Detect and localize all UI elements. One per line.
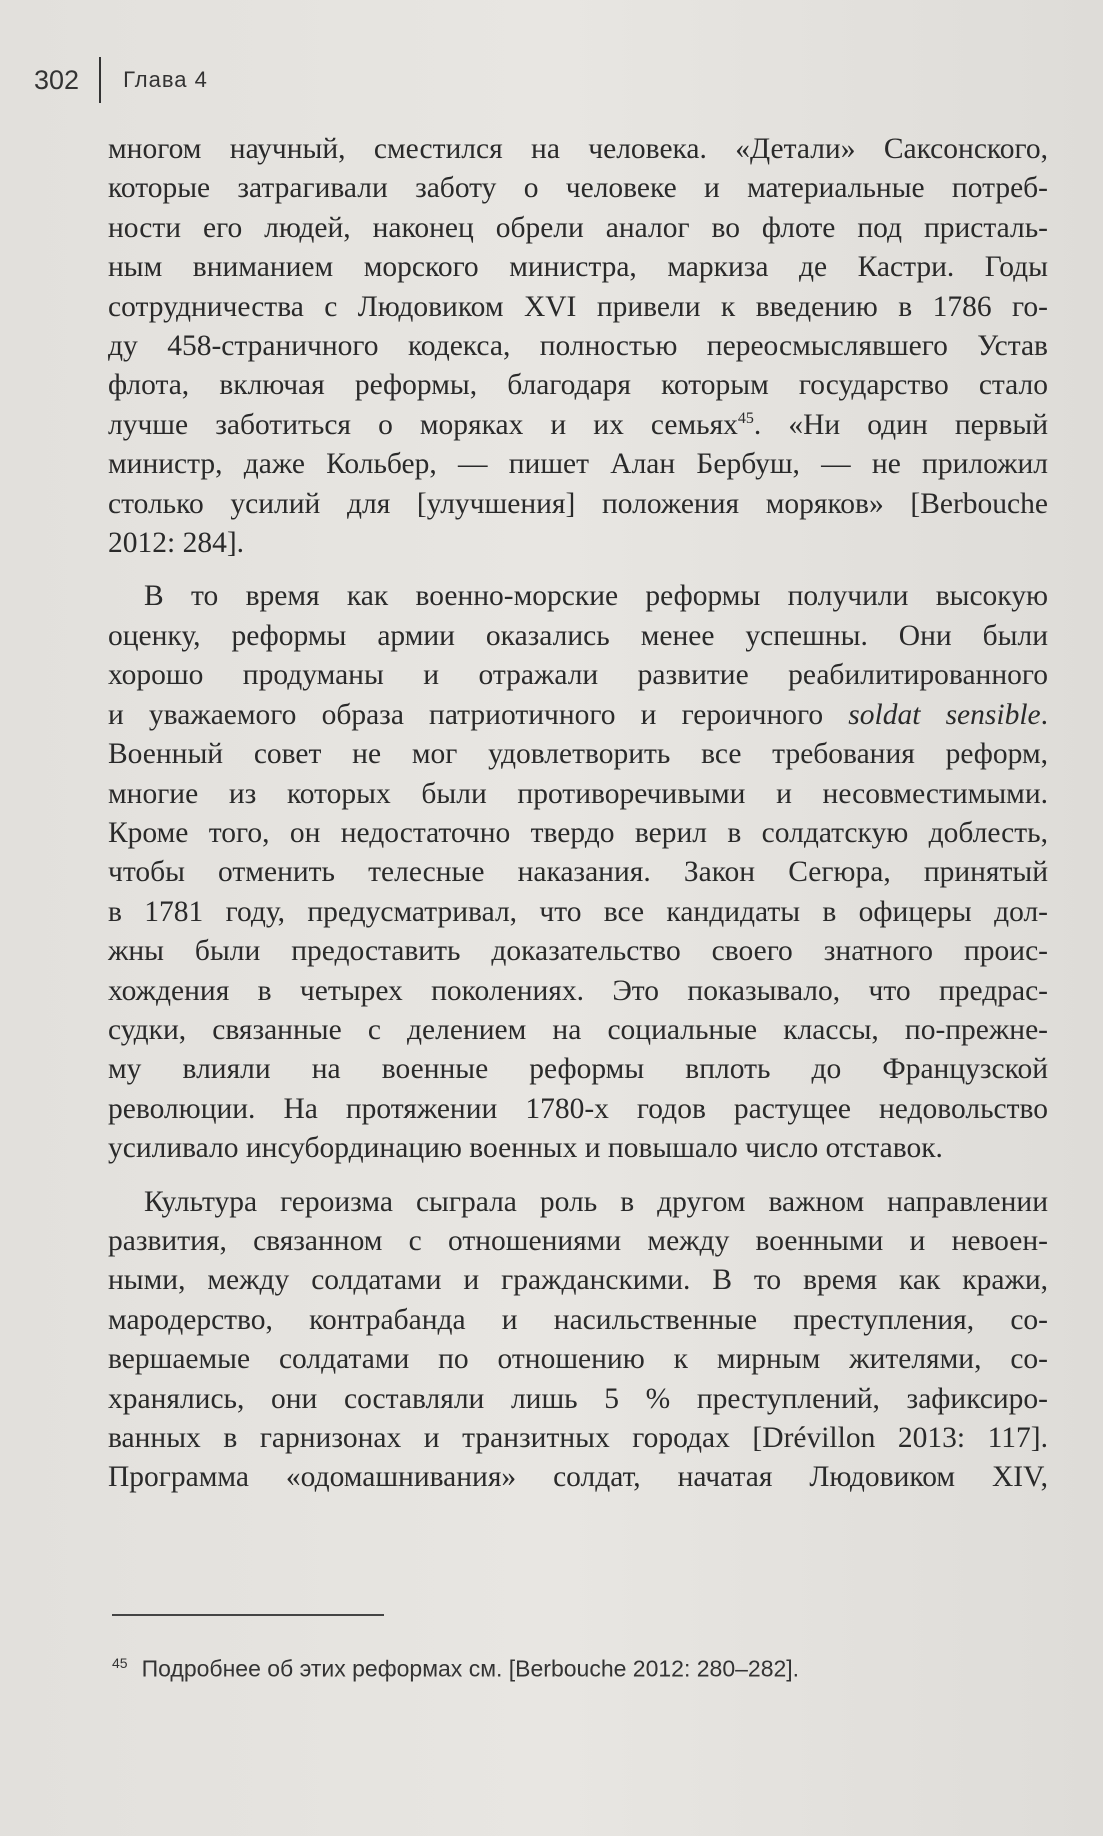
paragraph-2 — [108, 577, 1048, 1168]
text-line: хранялись, они составляли лишь 5 % преступлений, зафиксиро- — [108, 1382, 1048, 1415]
text-fragment: и уважаемого образа патриотичного и героичного — [108, 698, 849, 731]
text-line: оценку, реформы армии оказались менее успешны. Они были — [108, 619, 1048, 652]
text-line: многие из которых были противоречивыми и несовместимыми. — [108, 777, 1048, 810]
body-text — [108, 130, 1048, 1498]
text-line: развития, связанном с отношениями между военными и невоен- — [108, 1224, 1048, 1257]
text-line: ванных в гарнизонах и транзитных городах [Drévillon 2013: 117]. — [108, 1422, 1048, 1454]
text-line: жны были предоставить доказательство своего знатного проис- — [108, 935, 1048, 968]
text-line: сотрудничества с Людовиком XVI привели к введению в 1786 го- — [108, 290, 1048, 323]
text-line: которые затрагивали заботу о человеке и материальные потреб- — [108, 172, 1048, 205]
text-line: 2012: 284]. — [108, 527, 245, 560]
footnote-divider — [112, 1614, 384, 1616]
text-line — [108, 696, 1048, 735]
running-header — [34, 55, 208, 105]
text-line: Кроме того, он недостаточно твердо верил в солдатскую доблесть, — [108, 816, 1048, 849]
text-line: в 1781 году, предусматривал, что все кандидаты в офицеры дол- — [108, 895, 1048, 928]
text-line: чтобы отменить телесные наказания. Закон Сегюра, принятый — [108, 856, 1048, 889]
text-line: Культура героизма сыграла роль в другом важном направлении — [144, 1185, 1048, 1218]
text-line: ным вниманием морского министра, маркиза де Кастри. Годы — [108, 251, 1048, 284]
text-line: хождения в четырех поколениях. Это показывало, что предрас- — [108, 974, 1048, 1007]
chapter-label: Глава 4 — [123, 67, 208, 92]
footnote-number: 45 — [112, 1655, 128, 1671]
text-fragment: . «Ни один первый — [753, 408, 1048, 441]
text-fragment: лучше заботиться о моряках и их семьях — [108, 408, 738, 441]
text-fragment: . — [1040, 698, 1048, 731]
text-line: мародерство, контрабанда и насильственные преступления, со- — [108, 1303, 1048, 1336]
text-line: министр, даже Кольбер, — пишет Алан Бербуш, — не приложил — [108, 448, 1048, 481]
text-line: ду 458-страничного кодекса, полностью переосмыслявшего Устав — [108, 330, 1048, 363]
footnote-text: Подробнее об этих реформах см. [Berbouche 2012: 280–282]. — [141, 1655, 800, 1682]
italic-term: soldat sensible — [848, 698, 1041, 731]
header-divider — [99, 57, 101, 103]
text-line: Программа «одомашнивания» солдат, начатая Людовиком XIV, — [108, 1461, 1048, 1494]
text-line: революции. На протяжении 1780-х годов растущее недовольство — [108, 1092, 1048, 1125]
text-line: судки, связанные с делением на социальные классы, по-прежне- — [108, 1013, 1048, 1046]
text-line: флота, включая реформы, благодаря которым государство стало — [108, 369, 1048, 402]
text-line: ными, между солдатами и гражданскими. В то время как кражи, — [108, 1264, 1048, 1297]
page-number: 302 — [34, 64, 80, 95]
text-line: Военный совет не мог удовлетворить все требования реформ, — [108, 738, 1048, 771]
footnote — [112, 1655, 1012, 1683]
text-line: В то время как военно-морские реформы получили высокую — [144, 580, 1048, 613]
paragraph-3 — [108, 1183, 1048, 1498]
text-line: столько усилий для [улучшения] положения моряков» [Berbouche — [108, 487, 1048, 520]
text-line: ности его людей, наконец обрели аналог во флоте под присталь- — [108, 211, 1048, 244]
paragraph-1 — [108, 130, 1048, 563]
text-line: хорошо продуманы и отражали развитие реабилитированного — [108, 659, 1048, 692]
text-line: усиливало инсубординацию военных и повышало число отставок. — [108, 1132, 943, 1165]
text-line: му влияли на военные реформы вплоть до Французской — [108, 1053, 1048, 1086]
text-line: многом научный, сместился на человека. «Детали» Саксонского, — [108, 133, 1048, 165]
footnote-reference[interactable]: 45 — [737, 410, 754, 428]
text-line: вершаемые солдатами по отношению к мирным жителями, со- — [108, 1343, 1048, 1376]
text-line — [108, 406, 1048, 445]
